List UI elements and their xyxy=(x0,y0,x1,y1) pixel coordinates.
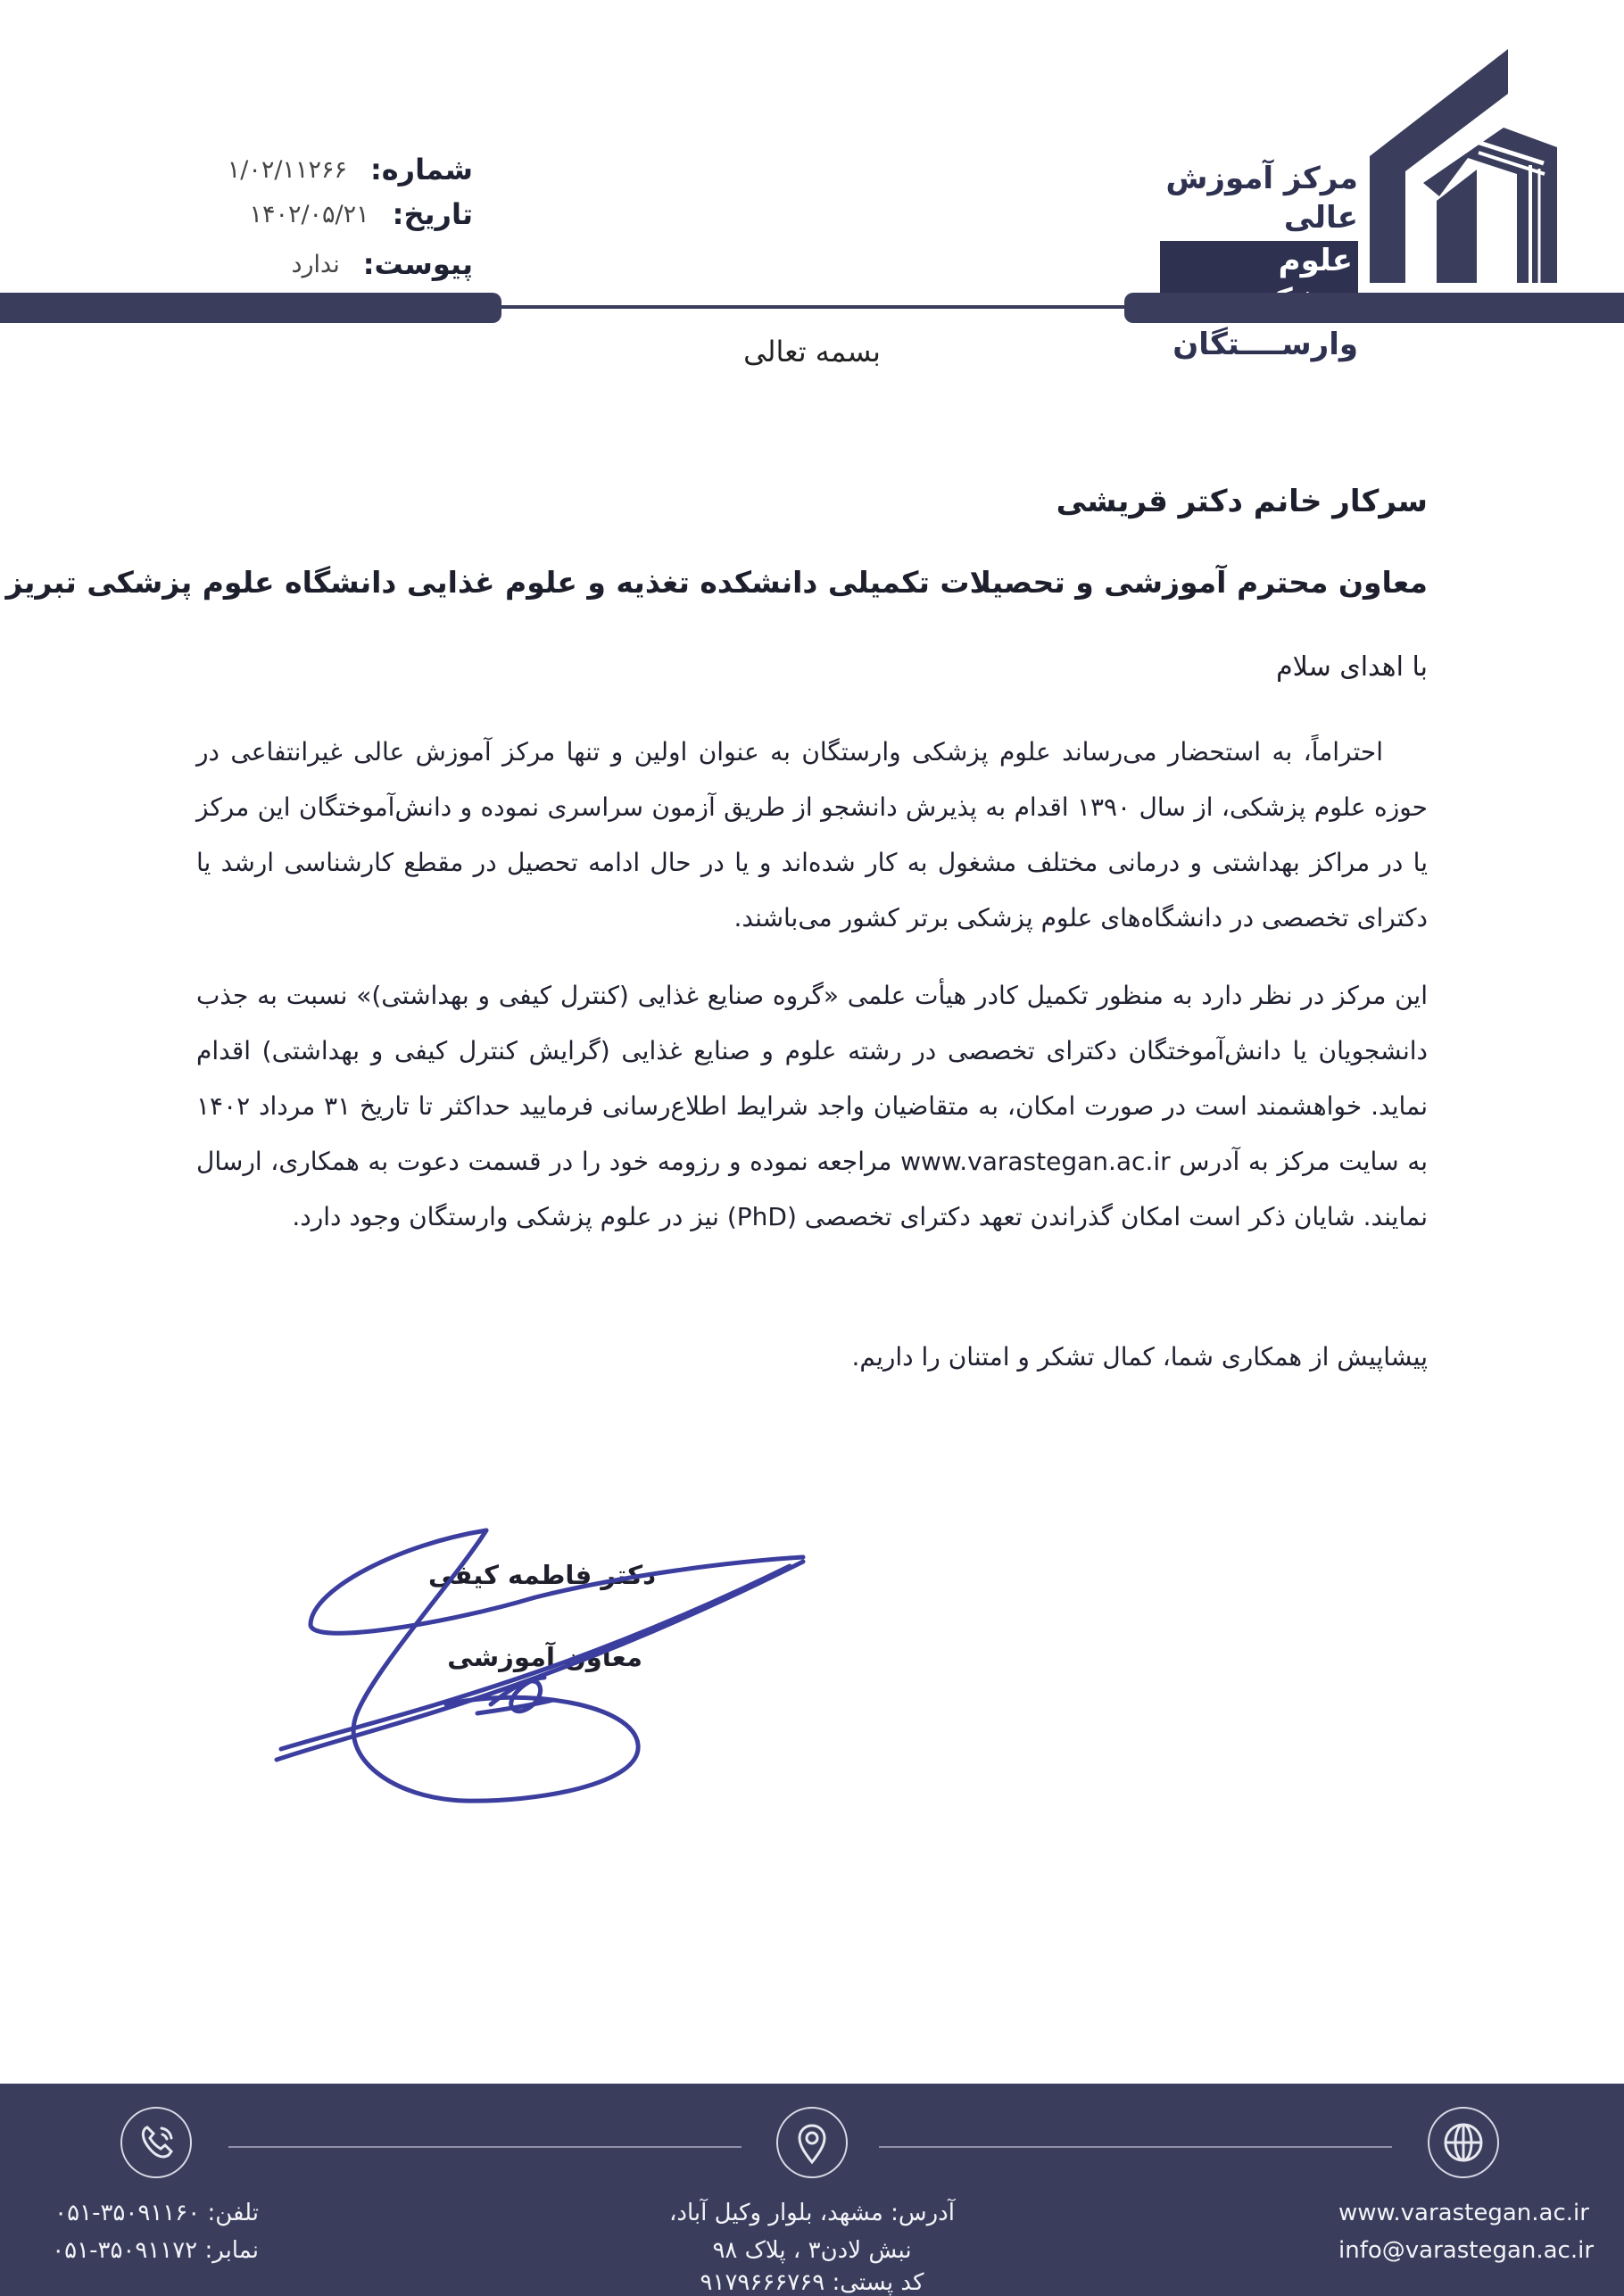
letter-date xyxy=(205,195,473,234)
letter-attachment-value: ندارد xyxy=(291,250,340,278)
letter-attachment-label: پیوست: xyxy=(362,247,473,281)
location-icon xyxy=(776,2107,848,2178)
logo-icon xyxy=(1370,49,1566,283)
paragraph-closing: پیشاپیش از همکاری شما، کمال تشکر و امتنان را داریم. xyxy=(851,1342,1428,1372)
footer-fax: نمابر: ۳۵۰۹۱۱۷۲-۰۵۱ xyxy=(52,2237,259,2264)
addressee-title: معاون محترم آموزشی و تحصیلات تکمیلی دانشکده تغذیه و علوم غذایی دانشگاه علوم پزشکی تبریز xyxy=(5,565,1428,600)
institution-name xyxy=(1160,159,1358,364)
letter-date-label: تاریخ: xyxy=(392,197,473,231)
letter-number xyxy=(205,150,473,189)
footer-address-line2: نبش لادن۳ ، پلاک ۹۸ xyxy=(712,2237,912,2264)
institution-name-line2: علوم xyxy=(1160,241,1358,319)
footer-postal-code: کد پستی: ۹۱۷۹۶۶۶۷۶۹ xyxy=(700,2269,924,2296)
header-bar-left xyxy=(0,293,501,323)
footer-divider-right xyxy=(879,2146,1392,2148)
letter-number-value: ۱/۰۲/۱۱۲۶۶ xyxy=(227,155,347,184)
footer-divider-left xyxy=(228,2146,742,2148)
paragraph-intro: احتراماً، به استحضار می‌رساند علوم پزشکی وارستگان به عنوان اولین و تنها مرکز آموزش عالی غیرانتفاعی در حوزه علوم پزشکی، از سال ۱۳۹۰ اقدام به پذیرش دانشجو از طریق آزمون سراسری نموده و دانش‌آموختگان این مرکز یا در مراکز بهداشتی و درمانی مختلف مشغول به کار شده‌اند و یا در حال ادامه تحصیل در مقطع کارشناسی ارشد یا دکترای تخصصی در دانشگاه‌های علوم پزشکی برتر کشور می‌باشند. xyxy=(196,737,1428,932)
globe-icon xyxy=(1428,2107,1499,2178)
letter-number-label: شماره: xyxy=(369,153,473,186)
header-divider xyxy=(501,305,1124,309)
paragraph-request: این مرکز در نظر دارد به منظور تکمیل کادر هیأت علمی «گروه صنایع غذایی (کنترل کیفی و بهداشتی)» نسبت به جذب دانشجویان یا دانش‌آموختگان دکترای تخصصی در رشته علوم و صنایع غذایی (گرایش کنترل کیفی و بهداشتی) اقدام نماید. خواهشمند است در صورت امکان، به متقاضیان واجد شرایط اطلاع‌رسانی فرمایید حداکثر تا تاریخ ۳۱ مرداد ۱۴۰۲ به سایت مرکز به آدرس www.varastegan.ac.ir مراجعه نموده و رزومه خود را در قسمت دعوت به همکاری، ارسال نمایند. شایان ذکر است امکان گذراندن تعهد دکترای تخصصی (PhD) نیز در علوم پزشکی وارستگان وجود دارد. xyxy=(196,981,1428,1231)
header-bar-right xyxy=(1124,293,1624,323)
signer-name: دکتر فاطمه کیفی xyxy=(428,1560,656,1590)
letter-attachment xyxy=(205,245,473,284)
basmala: بسمه تعالی xyxy=(743,335,881,369)
footer-address-line1: آدرس: مشهد، بلوار وکیل آباد، xyxy=(669,2200,955,2226)
footer-phone: تلفن: ۳۵۰۹۱۱۶۰-۰۵۱ xyxy=(54,2200,259,2226)
phone-icon xyxy=(120,2107,192,2178)
signer-title: معاون آموزشی xyxy=(447,1642,642,1672)
footer xyxy=(0,2084,1624,2296)
institution-name-line1: مرکز آموزش عالی xyxy=(1165,161,1358,236)
footer-website-link[interactable]: www.varastegan.ac.ir xyxy=(1338,2200,1589,2226)
letter-date-value: ۱۴۰۲/۰۵/۲۱ xyxy=(249,200,369,228)
greeting: با اهدای سلام xyxy=(1276,651,1428,683)
handwritten-signature xyxy=(268,1526,812,1820)
institution-name-line3: وارســــتگان xyxy=(1172,327,1358,362)
footer-email-link[interactable]: info@varastegan.ac.ir xyxy=(1338,2237,1595,2264)
addressee-name: سرکار خانم دکتر قریشی xyxy=(1056,484,1428,519)
